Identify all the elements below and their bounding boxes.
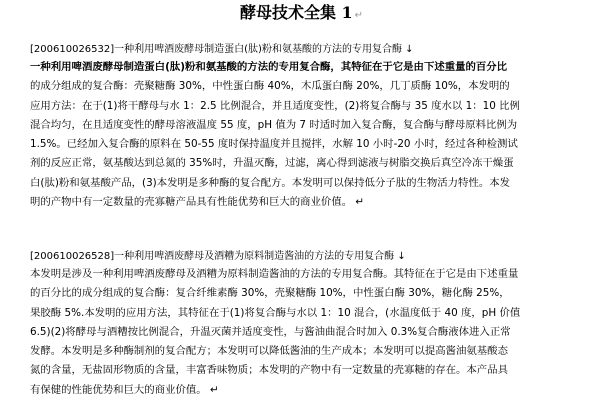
abstract-line: 白(肽)粉和氨基酸产品，(3)本发明是多种酶的复合配方。本发明可以保持低分子肽的生物活力特性。本发 <box>30 176 511 189</box>
abstract-line: 氮的含量，无盐固形物质的含量，丰富香味物质；本发明的产物中有一定数量的壳寡糖的存在。本产品具 <box>30 364 508 377</box>
document-title-text: 酵母技术全集 1 <box>239 3 353 22</box>
abstract-line: 果胶酶 5%.本发明的应用方法，其特征在于(1)将复合酶与水以 1：10 混合，(水温度低于 40 度，pH 价值 <box>30 306 521 319</box>
abstract-line: 发酵。本发明是多种酶制剂的复合配方；本发明可以降低酱油的生产成本；本发明可以提高酱油氨基酸态 <box>30 345 508 358</box>
abstract-line: 的成分组成的复合酶：壳聚糖酶 30%，中性蛋白酶 40%，木瓜蛋白酶 20%，几丁质酶 10%，本发明的 <box>30 80 510 93</box>
abstract-line: 的百分比的成分组成的复合酶：复合纤维素酶 30%，壳聚糖酶 10%，中性蛋白酶 30%，糖化酶 25%， <box>30 287 510 300</box>
abstract-line: 1.5%。已经加入复合酶的原料在 50-55 度时保持温度并且搅拌，水解 10 小时-20 小时，经过各种检测试 <box>30 138 518 151</box>
abstract-line: 应用方法：在于(1)将干酵母与水 1：2.5 比例混合，并且适度变性，(2)将复合酶与 35 度水以 1：10 比例 <box>30 99 520 112</box>
abstract-line: 混合均匀，在且适度变性的酵母溶液温度 55 度，pH 值为 7 时适时加入复合酶，复合酶与酵母原料比例为 <box>30 118 518 131</box>
abstract-line: 本发明是涉及一种利用啤酒废酵母及酒糟为原料制造酱油的方法的专用复合酶。其特征在于它是由下述重量 <box>30 268 519 280</box>
patent-heading: [200610026528]一种利用啤酒废酵母及酒糟为原料制造酱油的方法的专用复合酶 ↓ <box>30 251 406 262</box>
abstract-line: 一种利用啤酒废酵母制造蛋白(肽)粉和氨基酸的方法的专用复合酶，其特征在于它是由下述重量的百分比 <box>30 61 508 73</box>
paragraph-mark-icon: ↵ <box>354 10 364 21</box>
abstract-line: 有保健的性能优势和巨大的商业价值。 ↵ <box>30 383 219 396</box>
patent-section-2 <box>30 249 590 400</box>
patent-section-1 <box>30 42 590 212</box>
abstract-line: 剂的反应正常，氨基酸达到总氮的 35%时，升温灭酶，过滤，离心得到滤液与树脂交换后真空冷冻干燥蛋 <box>30 157 514 170</box>
abstract-line: 6.5)(2)将酵母与酒糟按比例混合，升温灭菌并适度变性，与酱油曲混合时加入 0.3%复合酶液体进入正常 <box>30 325 511 338</box>
patent-heading: [200610026532]一种利用啤酒废酵母制造蛋白(肽)粉和氨基酸的方法的专用复合酶 ↓ <box>30 44 414 55</box>
abstract-line: 明的产物中有一定数量的壳寡糖产品具有性能优势和巨大的商业价值。 ↵ <box>30 196 365 209</box>
document-title <box>0 2 603 27</box>
